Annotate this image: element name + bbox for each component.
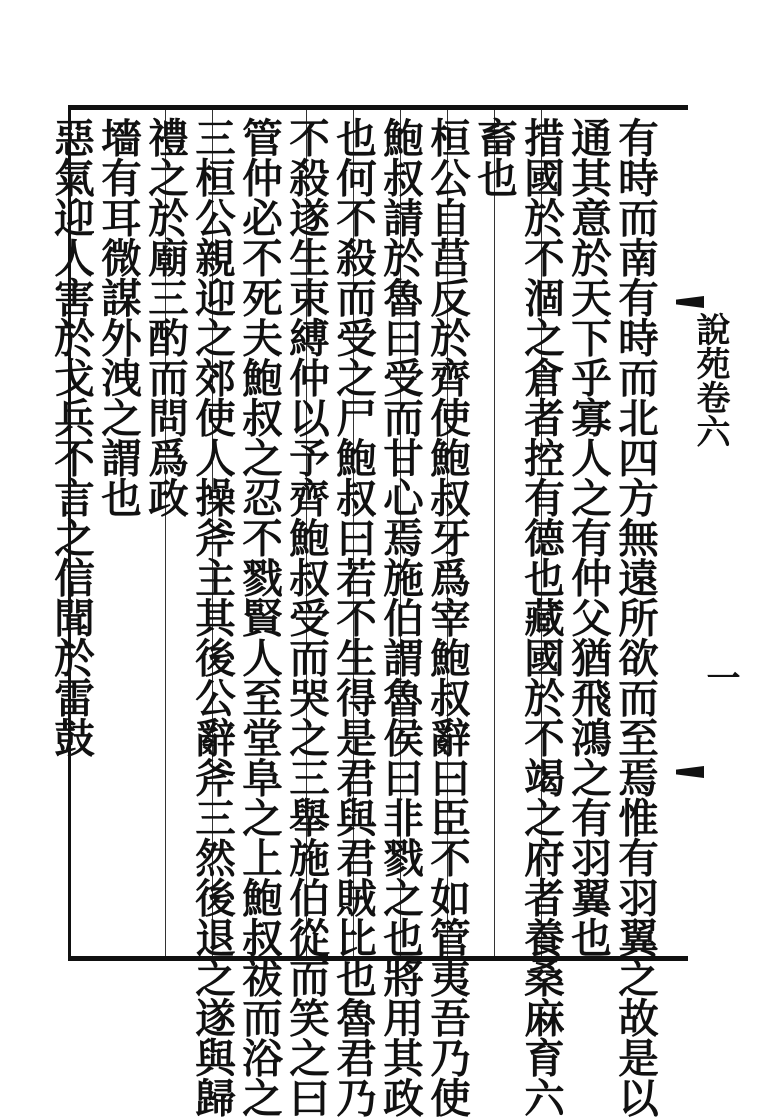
text-column-4: 畜也 — [470, 117, 518, 197]
text-column-9: 管仲必不死夫鮑叔之忍不戮賢人至堂阜之上鮑叔祓而浴之 — [235, 117, 283, 1117]
text-column-2: 通其意於天下乎寡人之有仲父猶飛鴻之有羽翼也 — [564, 117, 612, 957]
text-column-6: 鮑叔請於魯曰受而甘心焉施伯謂魯侯曰非戮之也將用其政 — [376, 117, 424, 1117]
text-column-3: 措國於不涸之倉者控有德也藏國於不竭之府者養桑麻育六 — [517, 117, 565, 1117]
text-column-1: 有時而南有時而北四方無遠所欲而至焉惟有羽翼之故是以 — [611, 117, 659, 1117]
text-column-10: 三桓公親迎之郊使人操斧主其後公辭斧三然後退之遂與歸 — [188, 117, 236, 1117]
text-column-5: 桓公自莒反於齊使鮑叔牙爲宰鮑叔辭曰臣不如管夷吾乃使 — [423, 117, 471, 1117]
text-column-12: 墻有耳微謀外洩之謂也 — [94, 117, 142, 517]
page-number: 一 — [700, 660, 740, 694]
text-column-11: 禮之於廟三酌而問爲政 — [141, 117, 189, 517]
text-column-7: 也何不殺而受之尸鮑叔曰若不生得是君與君賊比也魯君乃 — [329, 117, 377, 1117]
text-column-8: 不殺遂生束縛仲以予齊鮑叔受而哭之三舉施伯從而笑之曰 — [282, 117, 330, 1117]
text-column-13: 惡氣迎人害於戈兵不言之信聞於雷鼓 — [47, 117, 95, 757]
margin-title: 說苑卷六 — [690, 312, 730, 448]
